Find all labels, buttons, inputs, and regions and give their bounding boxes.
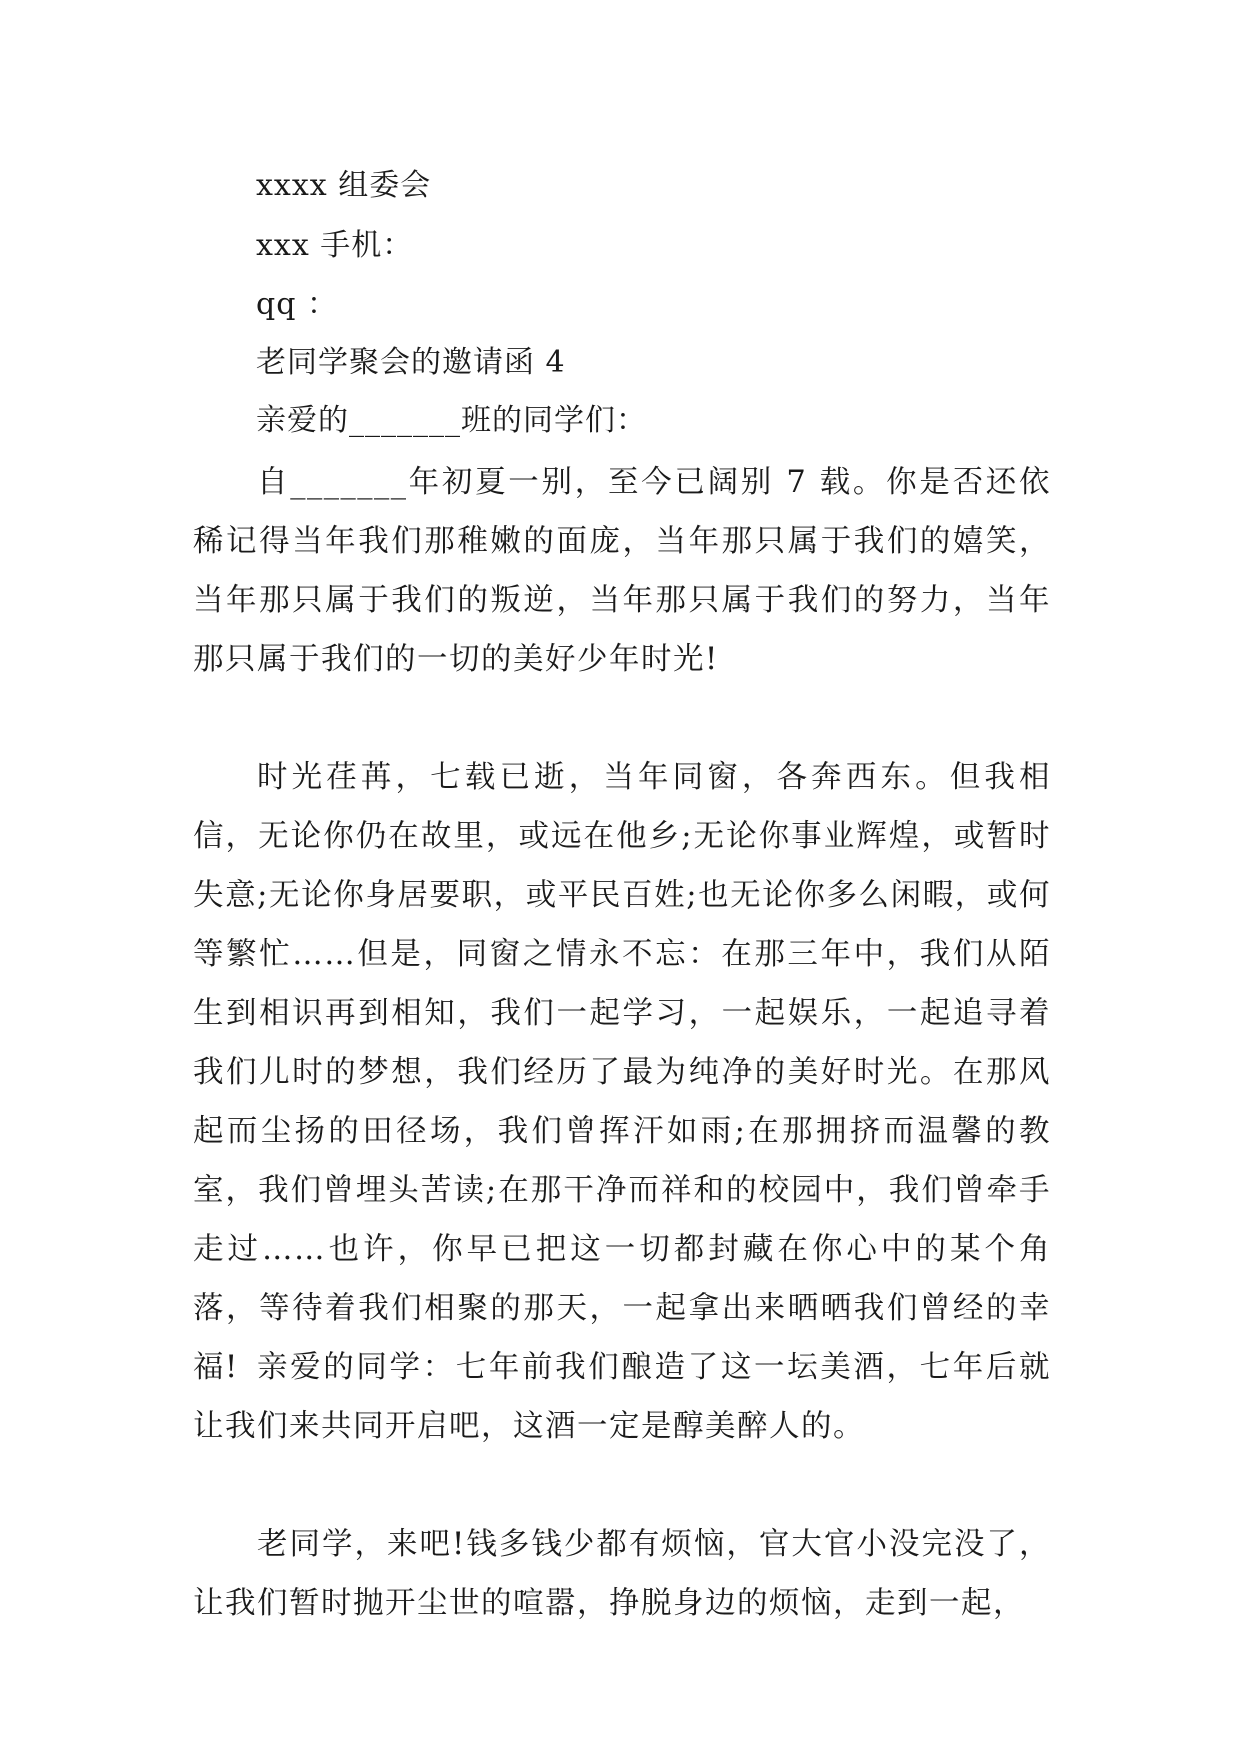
body-paragraph-3: 亲爱的同学：七年前我们酿造了这一坛美酒，七年后就让我们来共同开启吧，这酒一定是醇美醉人的。 — [193, 1350, 1051, 1444]
phone-line: xxx 手机： — [256, 228, 414, 263]
letter-title: 老同学聚会的邀请函 4 — [256, 345, 566, 380]
organizer-line: xxxx 组委会 — [256, 168, 432, 203]
qq-line: qq ： — [256, 287, 338, 322]
body-paragraph-2: 时光荏苒，七载已逝，当年同窗，各奔西东。但我相信，无论你仍在故里，或远在他乡;无论你事业辉煌，或暂时失意;无论你身居要职，或平民百姓;也无论你多么闲暇，或何等繁忙……但是，同窗之情永不忘：在那三年中，我们从陌生到相识再到相知，我们一起学习，一起娱乐，一起追寻着我们儿时的梦想，我们经历了最为纯净的美好时光。在那风起而尘扬的田径场，我们曾挥汗如雨;在那拥挤而温馨的教室，我们曾埋头苦读;在那干净而祥和的校园中，我们曾牵手走过……也许，你早已把这一切都封藏在你心中的某个角落，等待着我们相聚的那天，一起拿出来晒晒我们曾经的幸福! — [193, 760, 1051, 1385]
body-paragraph-1: 自_______年初夏一别，至今已阔别 7 载。你是否还依稀记得当年我们那稚嫩的面庞，当年那只属于我们的嬉笑，当年那只属于我们的叛逆，当年那只属于我们的努力，当年那只属于我们的一切的美好少年时光! — [193, 465, 1051, 677]
body-paragraph-4: 老同学，来吧!钱多钱少都有烦恼，官大官小没完没了，让我们暂时抛开尘世的喧嚣，挣脱身边的烦恼，走到一起， — [193, 1527, 1051, 1621]
greeting-line: 亲爱的_______班的同学们： — [256, 403, 647, 438]
